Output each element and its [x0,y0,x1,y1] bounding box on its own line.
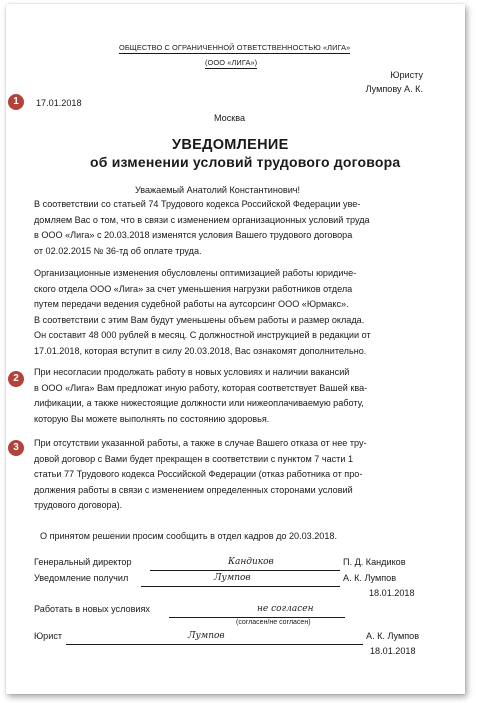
director-sign-line [150,570,340,571]
document-subtitle: об изменении условий трудового договора [90,154,401,170]
marker-2-icon: 2 [8,371,24,387]
paragraph-1 [34,197,426,259]
paragraph-2 [34,266,426,360]
paragraph-1-line: домляем Вас о том, что в связи с изменением организационных условий труда [34,214,370,225]
marker-1-icon: 1 [8,94,24,110]
paragraph-2-line: путем передачи ведения судебной работы на аутсорсинг ООО «Юрмакс». [34,299,349,310]
lawyer-sign-line [66,644,363,645]
work-answer: не согласен [257,604,314,614]
director-label: Генеральный директор [34,557,132,567]
paragraph-4-line: должения работы в связи с изменением определенных сторонами условий [34,484,353,495]
received-sign-line [141,586,340,587]
paragraph-3 [34,365,426,427]
received-signature: Лумпов [214,573,251,583]
paragraph-2-line: ского отдела ООО «Лига» за счет уменьшения нагрузки работников отдела [34,283,353,294]
work-answer-hint: (согласен/не согласен) [236,619,311,626]
paragraph-3-line: При несогласии продолжать работу в новых условиях и наличии вакансий [34,367,350,377]
paragraph-4-line: При отсутствии указанной работы, а также в случае Вашего отказа от нее тру- [34,438,367,448]
addressee-line2: Лумпову А. К. [365,84,423,94]
received-name: А. К. Лумпов [343,573,397,583]
paragraph-2-line: Организационные изменения обусловлены оптимизацией работы юридиче- [34,268,357,278]
request-text: О принятом решении просим сообщить в отдел кадров до 20.03.2018. [40,531,338,541]
org-full-name: ОБЩЕСТВО С ОГРАНИЧЕННОЙ ОТВЕТСТВЕННОСТЬЮ «ЛИГА» [119,43,351,52]
paragraph-3-line: лификации, а также нижестоящие должности или нижеоплачиваемую работу, [34,398,364,409]
paragraph-3-line: которую Вы можете выполнять по состоянию здоровья. [34,413,270,424]
paragraph-2-line: В соответствии с этим Вам будут уменьшены объем работы и размер оклада. [34,314,365,325]
addressee-line1: Юристу [390,70,423,80]
paragraph-4-line: довой договор с Вами будет прекращен в соответствии с пунктом 7 части 1 [34,453,354,464]
director-name: П. Д. Кандиков [343,557,406,567]
paragraph-1-line: от 02.02.2015 № 36-тд об оплате труда. [34,245,202,256]
lawyer-label: Юрист [34,631,63,641]
received-date: 18.01.2018 [369,588,415,598]
work-answer-line [169,617,345,618]
paragraph-2-line: Он составит 48 000 рублей в месяц. С должностной инструкцией в редакции от [34,330,371,341]
paragraph-4-line: трудового договора). [34,500,123,511]
paragraph-1-line: В соответствии со статьей 74 Трудового кодекса Российской Федерации уве- [34,199,361,209]
city: Москва [214,113,246,123]
document-date: 17.01.2018 [36,98,82,108]
paragraph-3-line: в ООО «Лига» Вам предложат иную работу, которая соответствует Вашей ква- [34,382,368,393]
document-title: УВЕДОМЛЕНИЕ [172,137,289,153]
paragraph-4 [34,436,426,514]
paragraph-1-line: в ООО «Лига» с 20.03.2018 изменятся условия Вашего трудового договора [34,230,353,241]
greeting: Уважаемый Анатолий Константинович! [135,185,301,195]
work-conditions-label: Работать в новых условиях [34,604,150,614]
lawyer-name: А. К. Лумпов [366,631,420,641]
director-signature: Кандиков [228,557,274,567]
lawyer-signature: Лумпов [188,631,225,641]
document-page [6,4,465,694]
paragraph-2-line: 17.01.2018, которая вступит в силу 20.03.2018, Вас ознакомят дополнительно. [34,345,367,356]
paragraph-4-line: статьи 77 Трудового кодекса Российской Федерации (отказ работника от про- [34,469,363,480]
org-short-name: (ООО «ЛИГА») [205,58,258,67]
lawyer-date: 18.01.2018 [370,646,416,656]
received-label: Уведомление получил [34,573,129,583]
marker-3-icon: 3 [8,440,24,456]
